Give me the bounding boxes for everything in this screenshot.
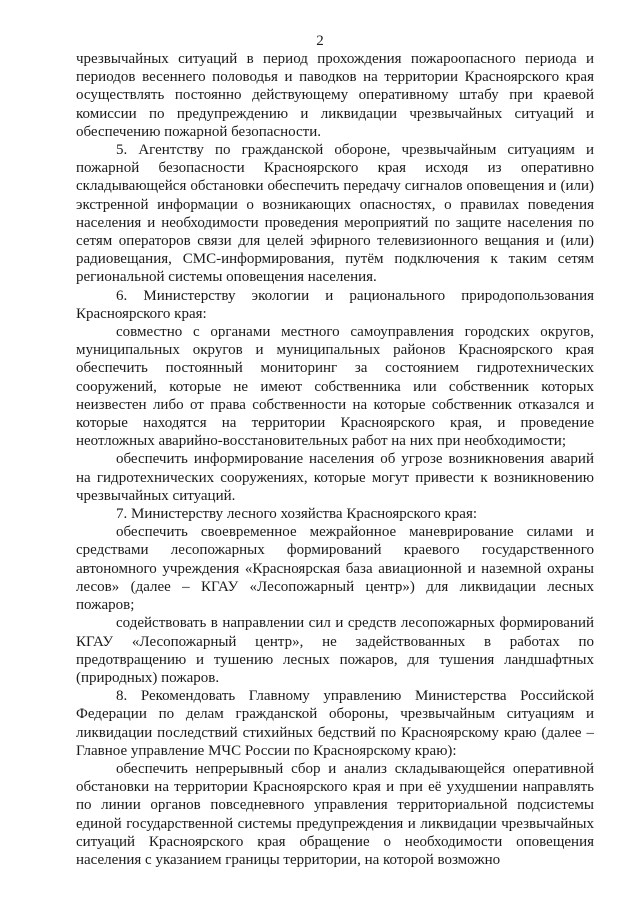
paragraph-item-7-heading: 7. Министерству лесного хозяйства Красноярского края: [116,506,478,523]
paragraph-intro-continuation: чрезвычайных ситуаций в период прохождения пожароопасного периода и периодов весеннего половодья и паводков на территории Красноярского края осуществлять постоянно действующему оперативному штабу при краевой комиссии по предупреждению и ликвидации чрезвычайных ситуаций и обеспечению пожарной безопасности. [76,51,594,140]
paragraph-item-8-collection: обеспечить непрерывный сбор и анализ складывающейся оперативной обстановки на территории Красноярского края и при её ухудшении направлять по линии органов повседневного управления территориальной подсистемы единой государственной системы предупреждения и ликвидации чрезвычайных ситуаций Красноярского края обращение о необходимости оповещения населения с указанием границы территории, на которой возможно [76,760,594,868]
document-body [76,50,594,869]
paragraph-item-6-informing: обеспечить информирование населения об угрозе возникновения аварий на гидротехнических сооружениях, которые могут привести к возникновению чрезвычайных ситуаций. [76,451,594,504]
paragraph-item-5: 5. Агентству по гражданской обороне, чрезвычайным ситуациям и пожарной безопасности Красноярского края исходя из оперативно складывающейся обстановки обеспечить передачу сигналов оповещения и (или) экстренной информации о возникающих опасностях, о правилах поведения населения и необходимости проведения мероприятий по защите населения по сетям операторов связи для целей эфирного телевизионного вещания и (или) радиовещания, СМС-информирования, путём подключения к таким сетям региональной системы оповещения населения. [76,142,594,286]
paragraph-item-7-assistance: содействовать в направлении сил и средств лесопожарных формирований КГАУ «Лесопожарный центр», не задействованных в работах по предотвращению и тушению лесных пожаров, для тушения ландшафтных (природных) пожаров. [76,615,594,686]
paragraph-item-8-heading: 8. Рекомендовать Главному управлению Министерства Российской Федерации по делам гражданской обороны, чрезвычайным ситуациям и ликвидации последствий стихийных бедствий по Красноярскому краю (далее – Главное управление МЧС России по Красноярскому краю): [76,688,594,759]
paragraph-item-7-maneuvering: обеспечить своевременное межрайонное маневрирование силами и средствами лесопожарных формирований краевого государственного автономного учреждения «Красноярская база авиационной и наземной охраны лесов» (далее – КГАУ «Лесопожарный центр») для ликвидации лесных пожаров; [76,524,594,614]
paragraph-item-6-heading: 6. Министерству экологии и рационального природопользования Красноярского края: [76,287,594,322]
paragraph-item-6-monitoring: совместно с органами местного самоуправления городских округов, муниципальных округов и муниципальных районов Красноярского края обеспечить постоянный мониторинг за состоянием гидротехнических сооружений, которые не имеют собственника или собственник которых неизвестен либо от права собственности на которые собственник отказался и которые находятся на территории Красноярского края, и проведение неотложных аварийно-восстановительных работ на них при необходимости; [76,324,594,450]
page-number: 2 [316,33,324,49]
